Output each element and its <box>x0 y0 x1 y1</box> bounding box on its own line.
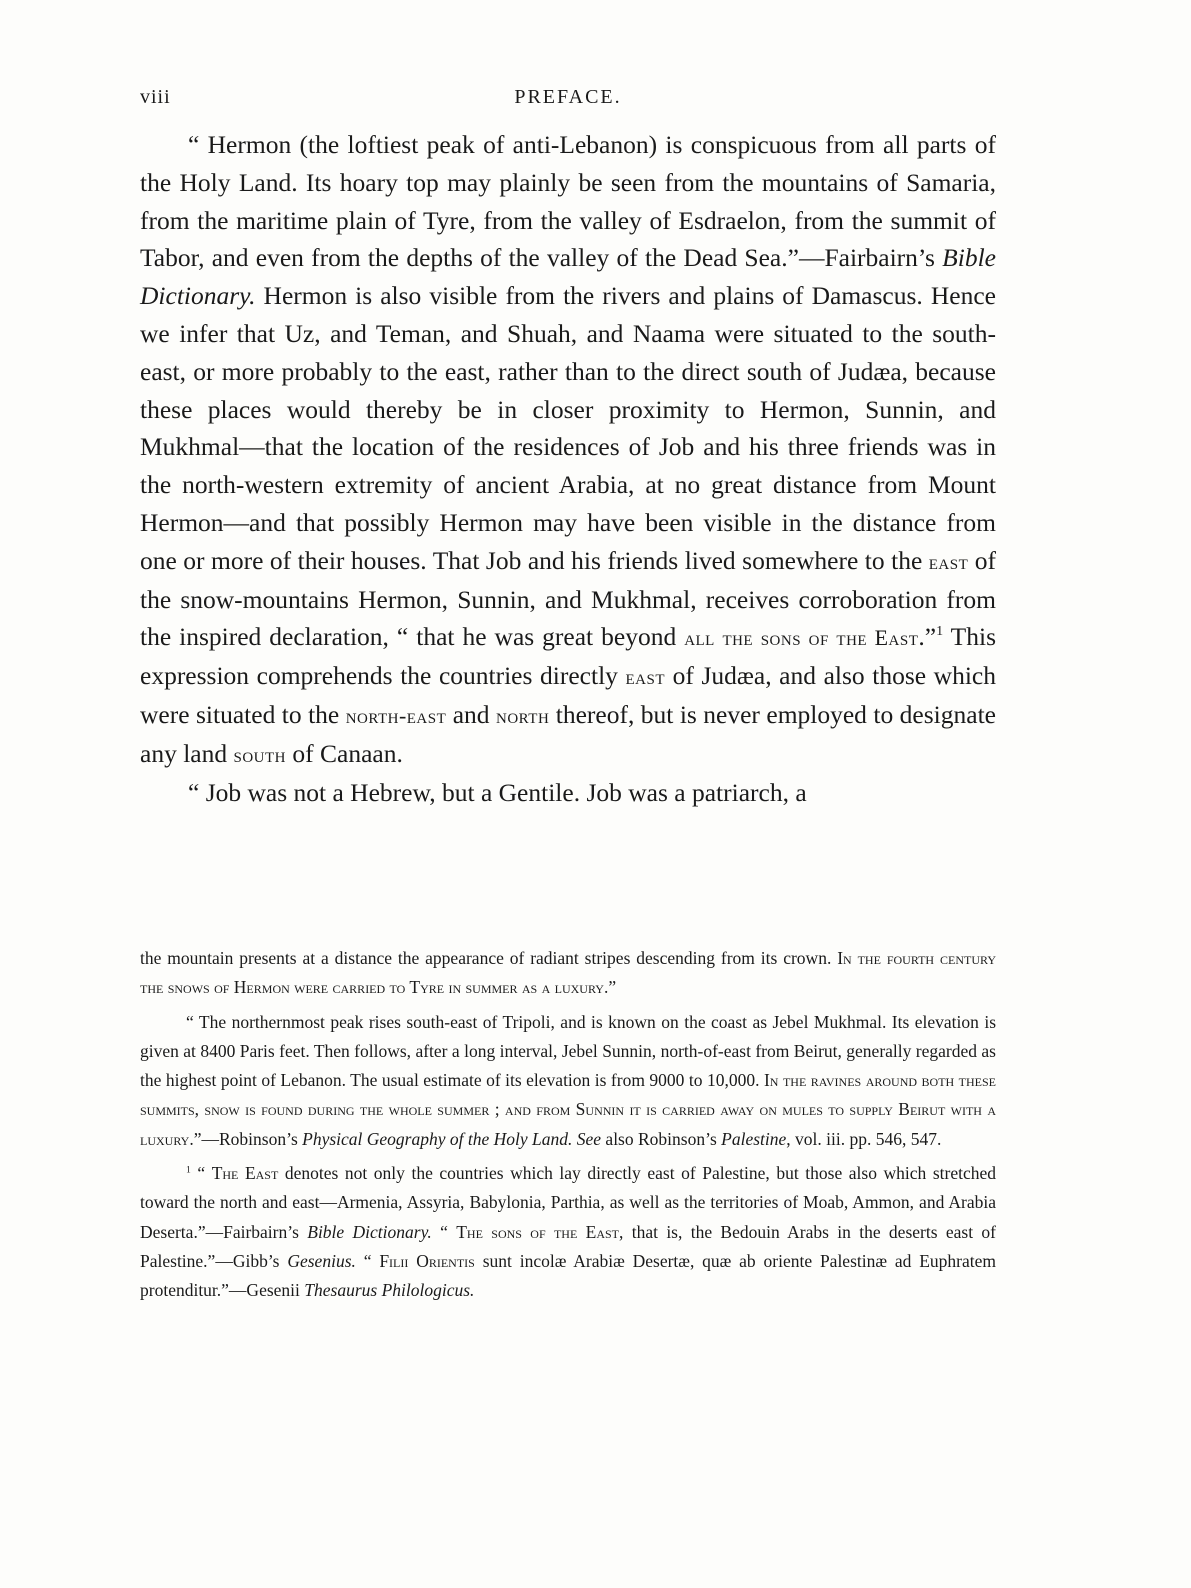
text-run: denotes not only the countries which lay directly east of Palestine, but those also which stretched toward the north and east—Armenia, Assyria, Babylonia, Parthia, as well as the territories of Moab, Ammon, and Arabia Deserta.”—Fairbairn’s <box>140 1163 996 1242</box>
text-run: of Judæa, and also those which were situated to the <box>140 661 997 729</box>
small-caps-passage: In the fourth century the snows of Hermon were carried to Tyre in summer as a luxury <box>140 948 996 998</box>
small-caps-term: north-east <box>345 702 447 728</box>
small-caps-term: east <box>928 548 969 574</box>
small-caps-term: south <box>233 741 286 767</box>
small-caps-term: The sons of the East <box>456 1221 620 1242</box>
small-caps-term: Filii Orientis <box>379 1250 475 1271</box>
footnote-continuation <box>140 944 996 1003</box>
text-run: thereof, but is never employed to designate any land <box>140 699 996 768</box>
italic-title: Palestine <box>721 1128 787 1149</box>
text-run: .” <box>918 622 937 652</box>
paragraph-job: “ Job was not a Hebrew, but a Gentile. Job was a patriarch, a <box>188 777 807 807</box>
text-run: , vol. iii. pp. 546, 547. <box>786 1128 942 1149</box>
text-run: “ <box>355 1250 380 1271</box>
text-run: of Canaan. <box>286 738 403 768</box>
text-run: “ The northernmost peak rises south-east of Tripoli, and is known on the coast as Jebel Mukhmal. Its elevation is given at 8400 Paris feet. Then follows, after a long interval, Jebel Sunnin, north-of-east from Beirut, generally regarded as the highest point of Lebanon. The usual estimate of its elevation is from 9000 to 10,000. <box>140 1011 996 1091</box>
page-number: viii <box>140 86 171 108</box>
italic-title: Physical Geography of the Holy Land. <box>302 1128 573 1149</box>
footnote-robinson <box>140 1008 996 1154</box>
footnote-ref: 1 <box>936 624 944 640</box>
page-header <box>140 86 996 116</box>
italic-title: Thesaurus Philologicus. <box>304 1280 475 1301</box>
text-run: of the snow-mountains Hermon, Sunnin, and Mukhmal, receives corroboration from the inspired declaration, “ that he was great beyond <box>140 545 996 652</box>
text-run: This expression comprehends the countries directly <box>140 622 996 691</box>
small-caps-passage: In the ravines around both these summits, snow is found during the whole summer ; and from Sunnin it is carried away on mules to supply Beirut with a luxury <box>140 1070 996 1149</box>
text-run: Hermon is also visible from the rivers and plains of Damascus. Hence we infer that Uz, and Teman, and Shuah, and Naama were situated to the south-east, or more probably to the east, rather than to the direct south of Judæa, because these places would thereby be in closer proximity to Hermon, Sunnin, and Mukhmal—that the location of the residences of Job and his three friends was in the north-western extremity of ancient Arabia, at no great distance from Mount Hermon—and that possibly Hermon may have been visible in the distance from one or more of their houses. That Job and his friends lived somewhere to the <box>140 281 996 575</box>
text-run: sunt incolæ Arabiæ Desertæ, quæ ab oriente Palestinæ ad Euphratem protenditur.”—Gesenii <box>140 1250 997 1301</box>
paragraph-hermon <box>140 126 996 774</box>
italic-title: Bible Dictionary. <box>140 243 996 311</box>
text-run: .” <box>603 977 617 998</box>
main-text <box>140 126 996 811</box>
small-caps-term: all the sons of the East <box>684 625 919 651</box>
text-run: “ <box>431 1221 457 1242</box>
footnote-number: 1 <box>186 1164 191 1176</box>
text-run: “ Hermon (the loftiest peak of anti-Lebanon) is conspicuous from all parts of the Holy Land. Its hoary top may plainly be seen from the mountains of Samaria, from the maritime plain of Tyre, from the valley of Esdraelon, from the summit of Tabor, and even from the depths of the valley of the Dead Sea.”—Fairbairn’s <box>140 130 996 273</box>
text-run: , that is, the Bedouin Arabs in the deserts east of Palestine.”—Gibb’s <box>140 1221 996 1271</box>
footnote-1 <box>140 1159 996 1305</box>
small-caps-term: east <box>625 664 666 690</box>
footnotes <box>140 944 996 1306</box>
text-run: and <box>446 699 497 729</box>
italic-see: See <box>576 1128 602 1149</box>
small-caps-term: north <box>496 702 550 728</box>
running-title: PREFACE. <box>514 86 622 108</box>
text-run: .”—Robinson’s <box>189 1128 303 1149</box>
text-run: “ <box>190 1163 212 1184</box>
text-run: the mountain presents at a distance the appearance of radiant stripes descending from its crown. <box>140 948 838 968</box>
italic-title: Bible Dictionary. <box>307 1221 432 1242</box>
text-run: also Robinson’s <box>601 1128 722 1149</box>
small-caps-term: The East <box>211 1163 279 1184</box>
italic-title: Gesenius. <box>287 1250 356 1271</box>
